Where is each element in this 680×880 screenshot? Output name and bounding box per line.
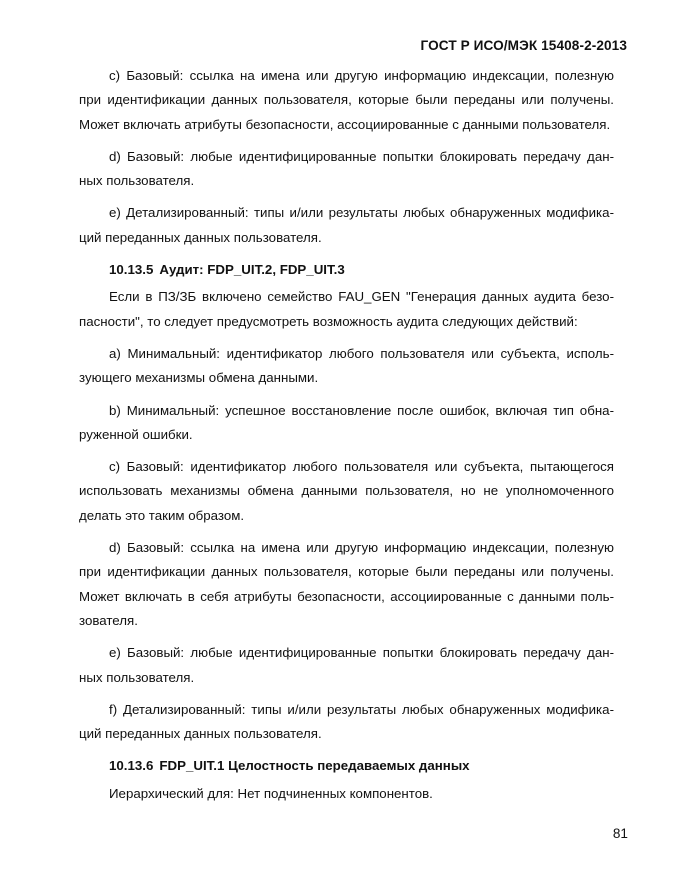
standard-header: ГОСТ Р ИСО/МЭК 15408-2-2013 [420, 38, 627, 53]
paragraph: а) Минимальный: идентификатор любого пользователя или субъекта, использующего механизмы обмена данными. [79, 345, 614, 386]
paragraph: b) Минимальный: успешное восстановление после ошибок, включая тип обнаруженной ошибки. [79, 402, 614, 442]
page-number: 81 [612, 826, 628, 841]
paragraph: е) Базовый: любые идентифицированные попытки блокировать передачу данных пользователя. [79, 645, 614, 685]
paragraph: d) Базовый: любые идентифицированные попытки блокировать передачу данных пользователя. [79, 148, 614, 189]
section-number: 10.13.5 [109, 262, 154, 278]
section-heading-10-13-6 [79, 754, 614, 778]
section-title: FDP_UIT.1 Целостность передаваемых данных [159, 758, 470, 774]
document-body [79, 64, 614, 814]
paragraph: Иерархический для: Нет подчиненных компонентов. [109, 785, 433, 801]
section-heading-10-13-5 [79, 258, 614, 282]
paragraph: е) Детализированный: типы и/или результаты любых обнаруженных модификаций переданных данных пользователя. [79, 205, 614, 245]
section-number: 10.13.6 [109, 758, 154, 774]
paragraph: с) Базовый: ссылка на имена или другую информацию индексации, полезную при идентификации данных пользователя, которые были переданы или получены. Может включать атрибуты безопасности, ассоциированные с данными пользователя. [79, 68, 614, 132]
paragraph: Если в ПЗ/ЗБ включено семейство FAU_GEN "Генерация данных аудита безопасности", то следует предусмотреть возможность аудита следующих действий: [79, 289, 614, 329]
section-title: Аудит: FDP_UIT.2, FDP_UIT.3 [159, 262, 345, 278]
paragraph: f) Детализированный: типы и/или результаты любых обнаруженных модификаций переданных данных пользователя. [79, 701, 614, 742]
paragraph: d) Базовый: ссылка на имена или другую информацию индексации, полезную при идентификации данных пользователя, которые были переданы или получены. Может включать в себя атрибуты безопасности, ассоциированные с данными пользователя. [79, 540, 614, 628]
paragraph: с) Базовый: идентификатор любого пользователя или субъекта, пытающегося использовать механизмы обмена данными пользователя, но не уполномоченного делать это таким образом. [79, 459, 614, 523]
